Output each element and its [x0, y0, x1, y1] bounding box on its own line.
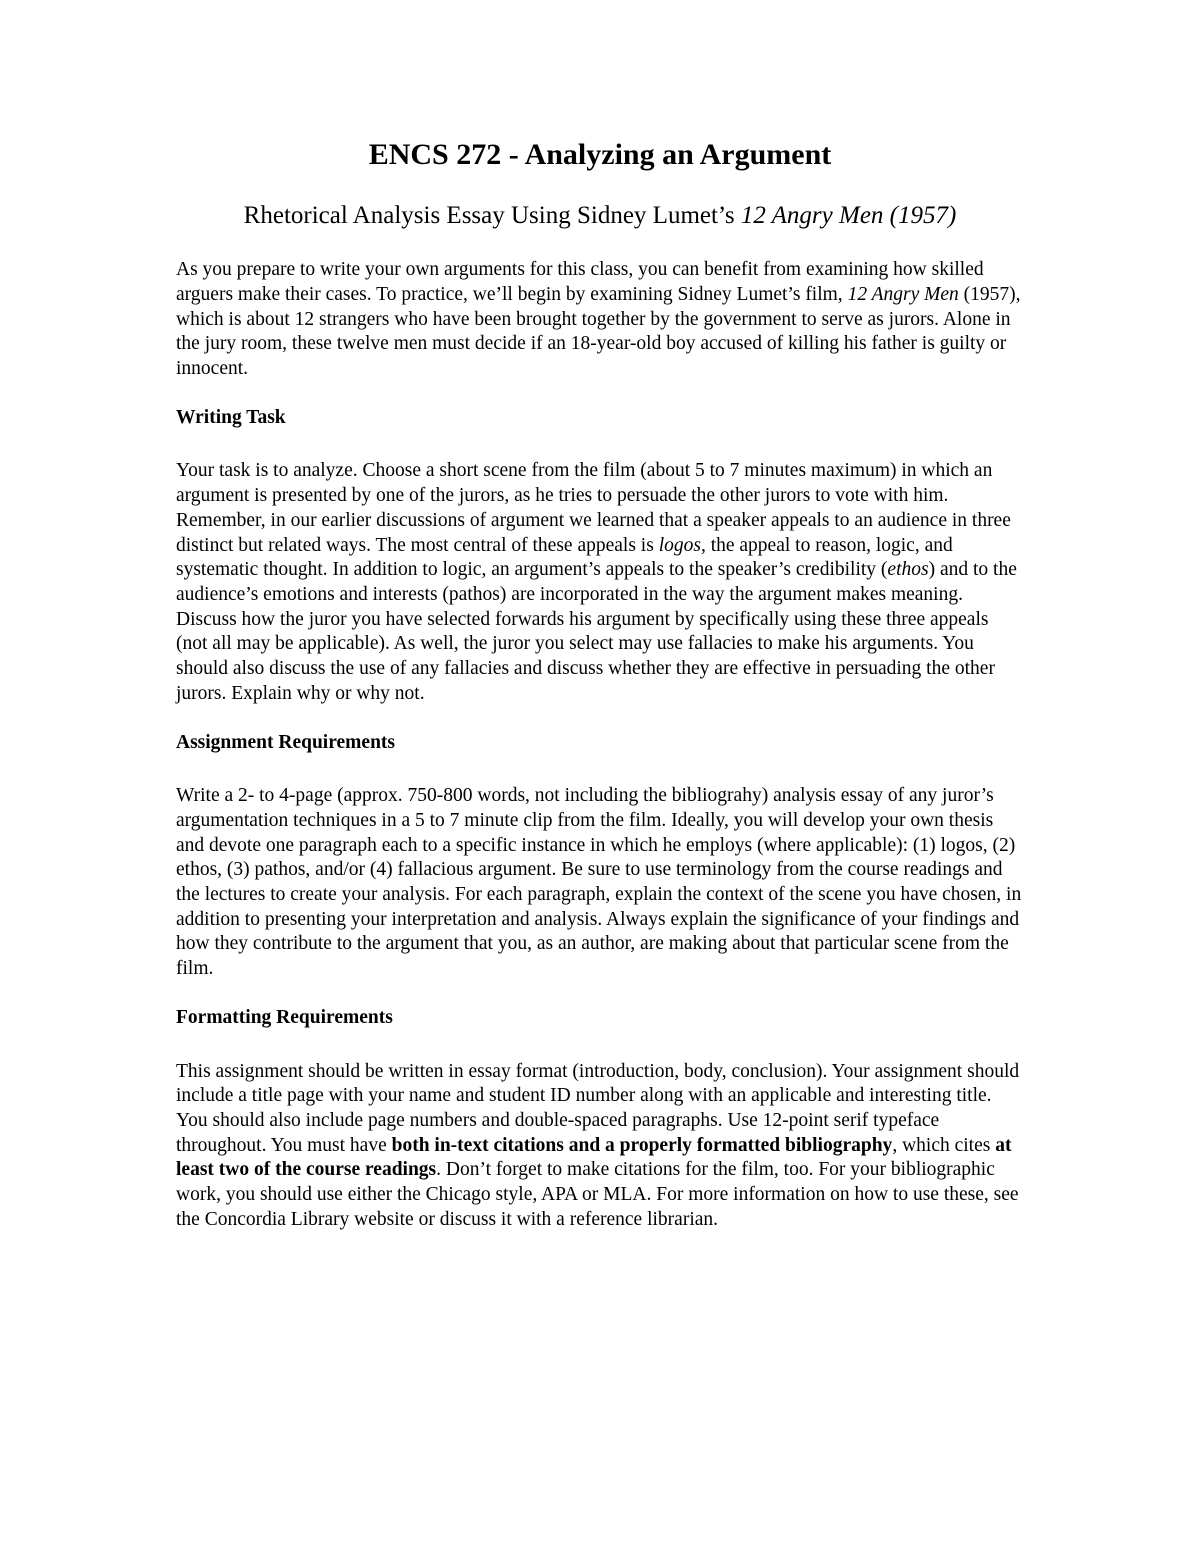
logos-term: logos	[658, 534, 701, 556]
text-run: , which cites	[892, 1134, 996, 1156]
document-title: ENCS 272 - Analyzing an Argument	[368, 138, 832, 171]
text-run: , the appeal to reason, logic, and systematic thought. In addition to logic, an argument’s appeals to the speaker’s credibility (	[176, 534, 953, 581]
text-run: Your task is to analyze. Choose a short scene from the film (about 5 to 7 minutes maximum) in which an argument is presented by one of the jurors, as he tries to persuade the other jurors to vote with him. Remember, in our earlier discussions of argument we learned that a speaker appeals to an audience in three distinct but related ways. The most central of these appeals is	[176, 460, 1011, 556]
subtitle-text: Rhetorical Analysis Essay Using Sidney Lumet’s	[243, 201, 741, 229]
section-heading-assignment-requirements: Assignment Requirements	[176, 731, 396, 753]
course-readings-emphasis: at least two of the course readings	[176, 1134, 1012, 1181]
document-content	[176, 0, 1024, 1232]
text-run: (1957), which is about 12 strangers who have been brought together by the government to serve as jurors. Alone in the jury room, these twelve men must decide if an 18-year-old boy accused of killing his father is guilty or innocent.	[176, 283, 1021, 380]
section-heading-formatting-requirements: Formatting Requirements	[176, 1006, 393, 1028]
citations-bibliography-emphasis: both in-text citations and a properly formatted bibliography	[391, 1134, 893, 1156]
assignment-requirements-paragraph	[176, 784, 1024, 982]
text-run: . Don’t forget to make citations for the film, too. For your bibliographic work, you should use either the Chicago style, APA or MLA. For more information on how to use these, see the Concordia Library website or discuss it with a reference librarian.	[176, 1159, 1019, 1230]
text-run: This assignment should be written in essay format (introduction, body, conclusion). Your assignment should include a title page with your name and student ID number along with an applicable and interesting title. You should also include page numbers and double-spaced paragraphs. Use 12-point serif typeface throughout. You must have	[176, 1060, 1020, 1156]
document-subtitle	[176, 202, 1024, 231]
writing-task-paragraph	[176, 459, 1024, 706]
text-run: As you prepare to write your own arguments for this class, you can benefit from examining how skilled arguers make their cases. To practice, we’ll begin by examining Sidney Lumet’s film,	[176, 259, 984, 305]
subtitle-film-title: 12 Angry Men (1957)	[740, 201, 957, 229]
text-run: ) and to the audience’s emotions and interests (pathos) are incorporated in the way the argument makes meaning. Discuss how the juror you have selected forwards his argument by specifically using these three appeals (not all may be applicable). As well, the juror you select may use fallacies to make his arguments. You should also discuss the use of any fallacies and discuss whether they are effective in persuading the other jurors. Explain why or why not.	[176, 559, 1017, 704]
ethos-term: ethos	[887, 559, 929, 581]
intro-paragraph	[176, 258, 1024, 382]
formatting-requirements-paragraph	[176, 1060, 1024, 1233]
text-run: Write a 2- to 4-page (approx. 750-800 words, not including the bibliograhy) analysis essay of any juror’s argumentation techniques in a 5 to 7 minute clip from the film. Ideally, you will develop your own thesis and devote one paragraph each to a specific instance in which he employs (where applicable): (1) logos, (2) ethos, (3) pathos, and/or (4) fallacious argument. Be sure to use terminology from the course readings and the lectures to create your analysis. For each paragraph, explain the context of the scene you have chosen, in addition to presenting your interpretation and analysis. Always explain the significance of your findings and how they contribute to the argument that you, as an author, are making about that particular scene from the film.	[176, 785, 1022, 980]
film-title-text-run: 12 Angry Men	[847, 283, 959, 305]
section-heading-writing-task: Writing Task	[176, 406, 286, 428]
